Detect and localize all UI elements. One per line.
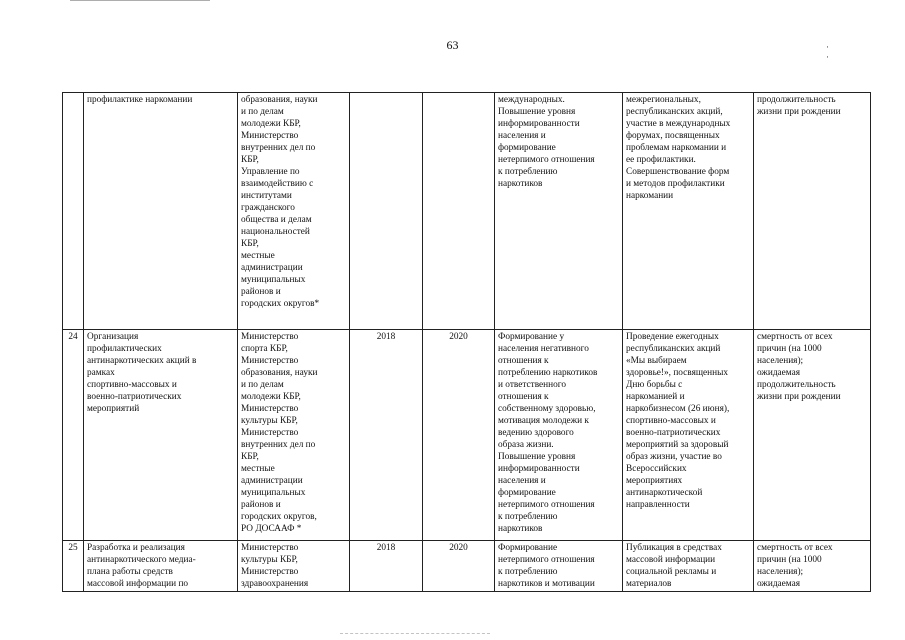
program-table xyxy=(62,92,871,592)
responsible-executors: образования, науки и по делам молодежи КБР, Министерство внутренних дел по КБР, Управление по взаимодействию с институтами гражданского общества и делам национальностей КБР, местные администрации муниципальных районов и городских округов* xyxy=(238,93,350,330)
target-indicators: смертность от всех причин (на 1000 населения); ожидаемая продолжительность жизни при рождении xyxy=(754,330,871,541)
row-number: 24 xyxy=(63,330,84,541)
expected-result: Формирование у населения негативного отношения к потреблению наркотиков и ответственного отношения к собственному здоровью, мотивация молодежи к ведению здорового образа жизни. Повышение уровня информированности населения и формирование нетерпимого отношения к потреблению наркотиков xyxy=(495,330,623,541)
end-year: 2020 xyxy=(423,330,495,541)
target-indicators: смертность от всех причин (на 1000 населения); ожидаемая xyxy=(754,541,871,592)
corner-marks: · · xyxy=(826,42,857,62)
main-events: межрегиональных, республиканских акций, участие в международных форумах, посвященных проблемам наркомании и ее профилактики. Совершенствование форм и методов профилактики наркомании xyxy=(623,93,754,330)
table-row xyxy=(63,330,871,541)
table-row xyxy=(63,93,871,330)
expected-result: международных. Повышение уровня информированности населения и формирование нетерпимого отношения к потреблению наркотиков xyxy=(495,93,623,330)
start-year: 2018 xyxy=(350,541,423,592)
end-year: 2020 xyxy=(423,541,495,592)
target-indicators: продолжительность жизни при рождении xyxy=(754,93,871,330)
expected-result: Формирование нетерпимого отношения к потреблению наркотиков и мотивации xyxy=(495,541,623,592)
start-year: 2018 xyxy=(350,330,423,541)
main-events: Публикация в средствах массовой информации социальной рекламы и материалов xyxy=(623,541,754,592)
scan-artifact-top xyxy=(70,0,210,4)
page-number: 63 xyxy=(446,38,459,52)
table-row xyxy=(63,541,871,592)
row-number: 25 xyxy=(63,541,84,592)
activity-name: профилактике наркомании xyxy=(84,93,238,330)
responsible-executors: Министерство культуры КБР, Министерство здравоохранения xyxy=(238,541,350,592)
activity-name: Организация профилактических антинаркотических акций в рамках спортивно-массовых и военно-патриотических мероприятий xyxy=(84,330,238,541)
scan-artifact-bottom xyxy=(340,633,490,636)
activity-name: Разработка и реализация антинаркотического медиа- плана работы средств массовой информации по xyxy=(84,541,238,592)
end-year xyxy=(423,93,495,330)
row-number xyxy=(63,93,84,330)
start-year xyxy=(350,93,423,330)
responsible-executors: Министерство спорта КБР, Министерство образования, науки и по делам молодежи КБР, Министерство культуры КБР, Министерство внутренних дел по КБР, местные администрации муниципальных районов и городских округов, РО ДОСААФ * xyxy=(238,330,350,541)
main-events: Проведение ежегодных республиканских акций «Мы выбираем здоровье!», посвященных Дню борьбы с наркоманией и наркобизнесом (26 июня), спортивно-массовых и военно-патриотических мероприятий за здоровый образ жизни, участие во Всероссийских мероприятиях антинаркотической направленности xyxy=(623,330,754,541)
